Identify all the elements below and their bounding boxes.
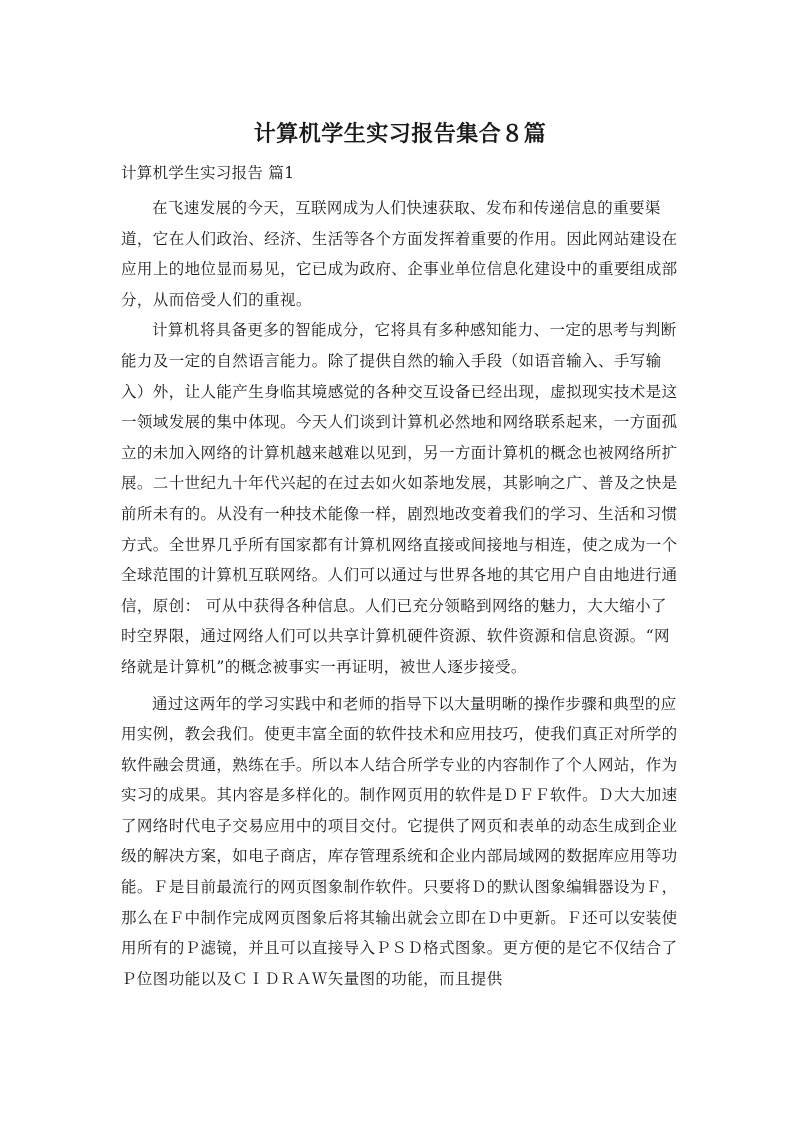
document-title: 计算机学生实习报告集合８篇 bbox=[253, 122, 547, 147]
paragraph: 通过这两年的学习实践中和老师的指导下以大量明晰的操作步骤和典型的应用实例，教会我们。使更丰富全面的软件技术和应用技巧，使我们真正对所学的软件融会贯通，熟练在手。所以本人结合所学专业的内容制作了个人网站，作为实习的成果。其内容是多样化的。制作网页用的软件是ＤＦＦ软件。Ｄ大大加速了网络时代电子交易应用中的项目交付。它提供了网页和表单的动态生成到企业级的解决方案，如电子商店，库存管理系统和企业内部局域网的数据库应用等功能。Ｆ是目前最流行的网页图象制作软件。只要将Ｄ的默认图象编辑器设为Ｆ，那么在Ｆ中制作完成网页图象后将其输出就会立即在Ｄ中更新。Ｆ还可以安装使用所有的Ｐ滤镜，并且可以直接导入ＰＳＤ格式图象。更方便的是它不仅结合了Ｐ位图功能以及ＣＩＤＲＡＷ矢量图的功能，而且提供 bbox=[121, 694, 678, 988]
document-body bbox=[121, 193, 681, 994]
paragraph: 计算机将具备更多的智能成分，它将具有多种感知能力、一定的思考与判断能力及一定的自然语言能力。除了提供自然的输入手段（如语音输入、手写输入）外，让人能产生身临其境感觉的各种交互设备已经出现，虚拟现实技术是这一领域发展的集中体现。今天人们谈到计算机必然地和网络联系起来，一方面孤立的未加入网络的计算机越来越难以见到，另一方面计算机的概念也被网络所扩展。二十世纪九十年代兴起的在过去如火如荼地发展，其影响之广、普及之快是前所未有的。从没有一种技术能像一样，剧烈地改变着我们的学习、生活和习惯方式。全世界几乎所有国家都有计算机网络直接或间接地与相连，使之成为一个全球范围的计算机互联网络。人们可以通过与世界各地的其它用户自由地进行通信，原创： 可从中获得各种信息。人们已充分领略到网络的魅力，大大缩小了时空界限，通过网络人们可以共享计算机硬件资源、软件资源和信息资源。“网络就是计算机”的概念被事实一再证明，被世人逐步接受。 bbox=[121, 321, 678, 676]
paragraph: 在飞速发展的今天，互联网成为人们快速获取、发布和传递信息的重要渠道，它在人们政治、经济、生活等各个方面发挥着重要的作用。因此网站建设在应用上的地位显而易见，它已成为政府、企事业单位信息化建设中的重要组成部分，从而倍受人们的重视。 bbox=[121, 199, 678, 309]
section-heading: 计算机学生实习报告 篇1 bbox=[121, 164, 295, 182]
